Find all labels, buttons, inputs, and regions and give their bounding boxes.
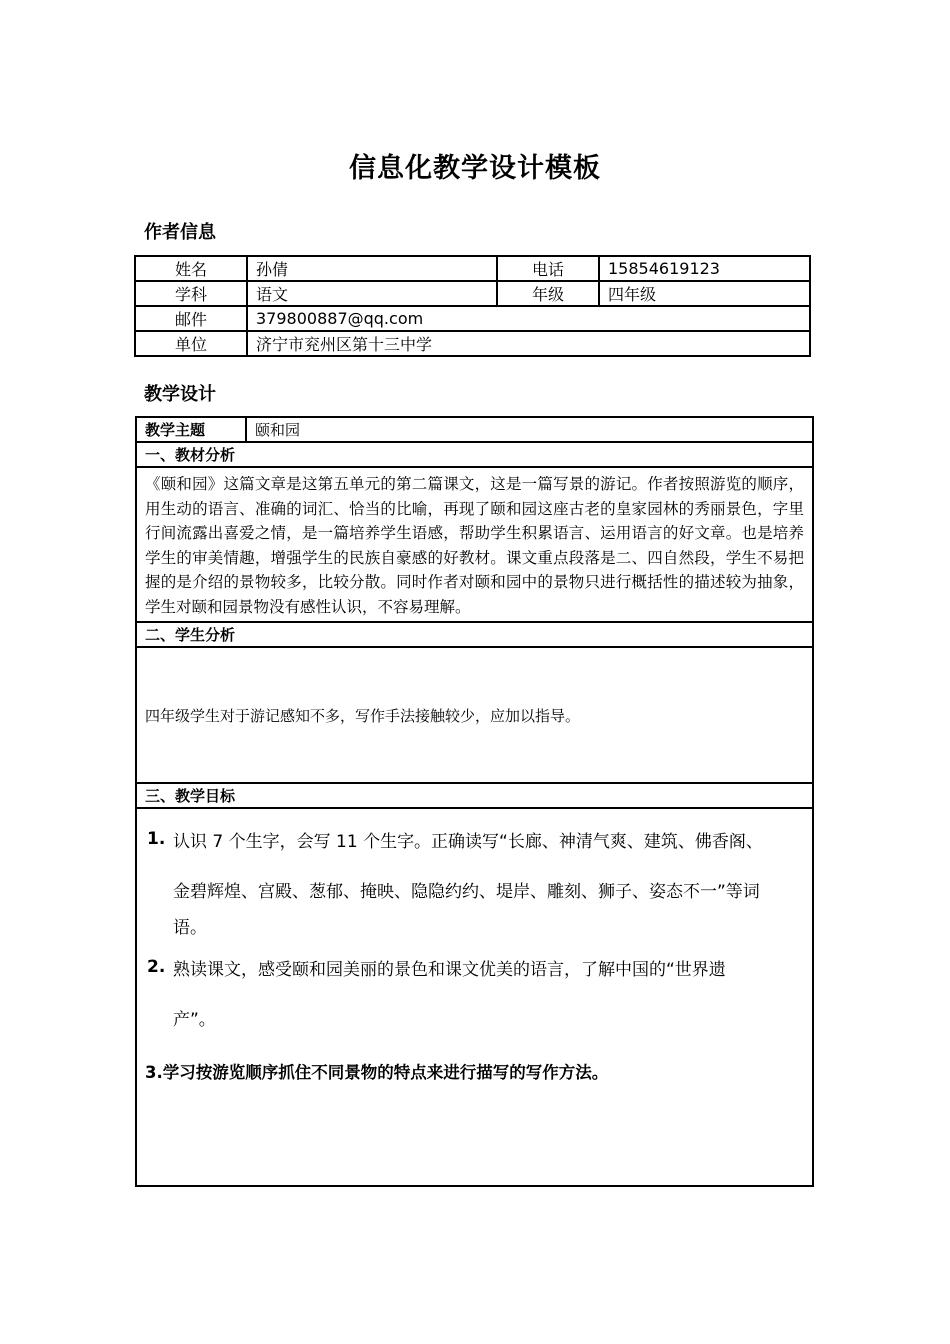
student-analysis-text: 四年级学生对于游记感知不多，写作手法接触较少，应加以指导。 bbox=[136, 647, 813, 783]
material-analysis-heading: 一、教材分析 bbox=[136, 442, 813, 467]
phone-label: 电话 bbox=[497, 256, 599, 281]
table-row bbox=[135, 331, 810, 356]
school-label: 单位 bbox=[135, 331, 247, 356]
material-analysis-text: 《颐和园》这篇文章是这第五单元的第二篇课文，这是一篇写景的游记。作者按照游览的顺序，用生动的语言、准确的词汇、恰当的比喻，再现了颐和园这座古老的皇家园林的秀丽景色，字里行间流露出喜爱之情，是一篇培养学生语感，帮助学生积累语言、运用语言的好文章。也是培养学生的审美情趣，增强学生的民族自豪感的好教材。课文重点段落是二、四自然段，学生不易把握的是介绍的景物较多，比较分散。同时作者对颐和园中的景物只进行概括性的描述较为抽象，学生对颐和园景物没有感性认识，不容易理解。 bbox=[136, 467, 813, 622]
phone-value: 15854619123 bbox=[599, 256, 810, 281]
student-analysis-heading: 二、学生分析 bbox=[136, 622, 813, 647]
author-info-heading: 作者信息 bbox=[144, 222, 216, 243]
page-title: 信息化教学设计模板 bbox=[349, 153, 601, 184]
topic-value: 颐和园 bbox=[246, 417, 813, 442]
table-row bbox=[136, 442, 813, 467]
goal-item-1 bbox=[145, 829, 804, 941]
teaching-design-heading: 教学设计 bbox=[144, 384, 216, 405]
goal-text-line: 金碧辉煌、宫殿、葱郁、掩映、隐隐约约、堤岸、雕刻、狮子、姿态不一”等词 bbox=[173, 882, 760, 902]
table-row bbox=[136, 467, 813, 622]
goal-item-2 bbox=[145, 957, 804, 1033]
teaching-design-table bbox=[135, 416, 814, 1187]
goal-number: 1. bbox=[147, 829, 166, 849]
name-label: 姓名 bbox=[135, 256, 247, 281]
subject-label: 学科 bbox=[135, 281, 247, 306]
teaching-goals-heading: 三、教学目标 bbox=[136, 783, 813, 808]
table-row bbox=[136, 808, 813, 1186]
table-row bbox=[135, 306, 810, 331]
goal-text-line: 语。 bbox=[173, 918, 207, 938]
table-row bbox=[136, 622, 813, 647]
school-value: 济宁市兖州区第十三中学 bbox=[247, 331, 810, 356]
table-row bbox=[136, 647, 813, 783]
table-row bbox=[136, 783, 813, 808]
goal-number: 2. bbox=[147, 957, 166, 977]
table-row bbox=[136, 417, 813, 442]
goal-text-line: 认识 7 个生字，会写 11 个生字。正确读写“长廊、神清气爽、建筑、佛香阁、 bbox=[173, 832, 763, 852]
subject-value: 语文 bbox=[247, 281, 497, 306]
topic-label: 教学主题 bbox=[136, 417, 246, 442]
goal-item-3: 3.学习按游览顺序抓住不同景物的特点来进行描写的写作方法。 bbox=[145, 1063, 609, 1082]
goal-text-line: 产”。 bbox=[173, 1010, 216, 1030]
grade-label: 年级 bbox=[497, 281, 599, 306]
table-row bbox=[135, 256, 810, 281]
teaching-goals-cell bbox=[136, 808, 813, 1186]
grade-value: 四年级 bbox=[599, 281, 810, 306]
name-value: 孙倩 bbox=[247, 256, 497, 281]
goal-text-line: 熟读课文，感受颐和园美丽的景色和课文优美的语言，了解中国的“世界遗 bbox=[173, 960, 726, 980]
email-label: 邮件 bbox=[135, 306, 247, 331]
author-info-table bbox=[134, 255, 811, 357]
email-value: 379800887@qq.com bbox=[247, 306, 810, 331]
table-row bbox=[135, 281, 810, 306]
